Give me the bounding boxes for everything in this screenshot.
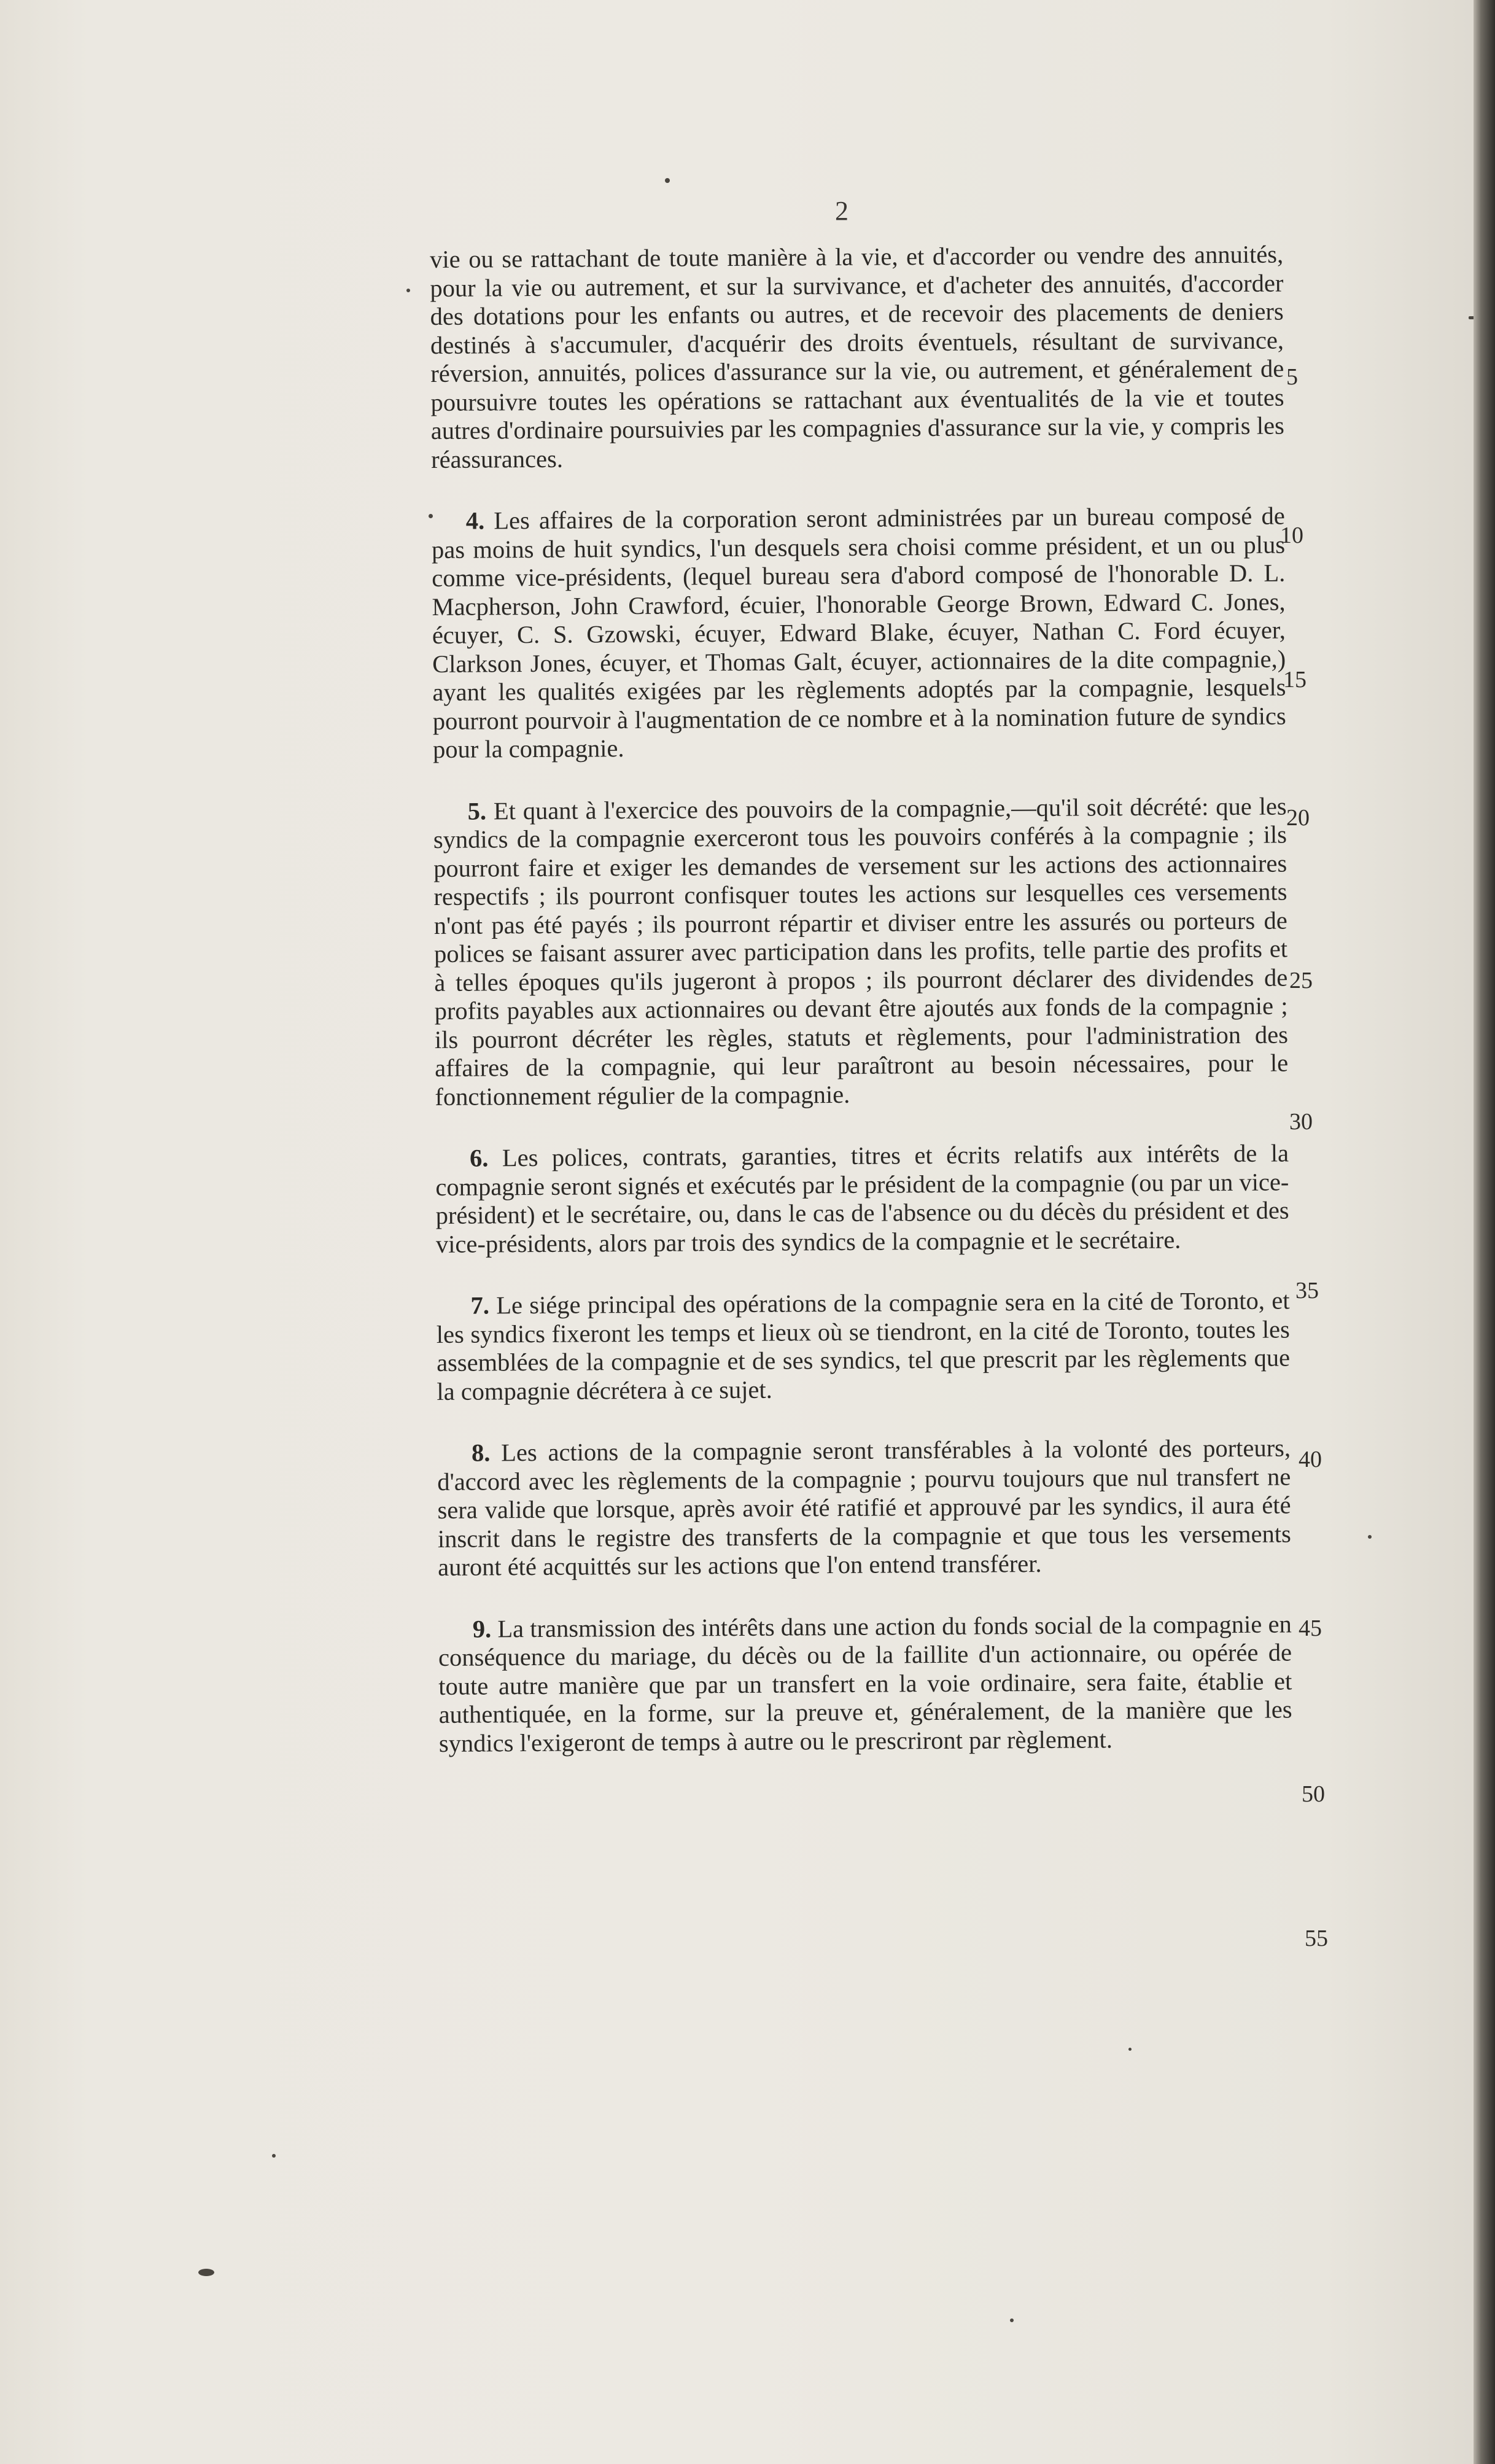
paper-speck — [406, 289, 410, 292]
paragraph-continuation — [430, 241, 1284, 474]
paper-speck — [429, 514, 433, 518]
line-number: 15 — [1283, 667, 1307, 693]
paper-speck — [665, 178, 670, 183]
paper-speck — [1368, 1535, 1372, 1539]
line-number: 55 — [1305, 1926, 1328, 1951]
line-number: 5 — [1286, 364, 1298, 390]
paragraph-text: Le siége principal des opérations de la compagnie sera en la cité de Toronto, et les syndics fixeront les temps et lieux où se tiendront, en la cité de Toronto, toutes les assemblées de la compagnie et de ses syndics, tel que prescrit par les règlements que la compagnie décrétera à ce sujet. — [436, 1286, 1291, 1405]
section-5 — [433, 792, 1288, 1111]
binding-edge — [1474, 0, 1495, 2464]
section-7 — [436, 1286, 1290, 1405]
line-number: 25 — [1289, 968, 1313, 993]
line-number: 40 — [1299, 1447, 1322, 1472]
section-4 — [432, 502, 1287, 764]
line-number: 45 — [1299, 1615, 1322, 1641]
paragraph-text: Les affaires de la corporation seront administrées par un bureau composé de pas moins de huit syndics, l'un desquels sera choisi comme président, et un ou plus comme vice-présidents, (lequel bureau sera d'abord composé de l'honorable D. L. Macpherson, John Crawford, écuier, l'honorable George Brown, Edward C. Jones, écuyer, C. S. Gzowski, écuyer, Edward Blake, écuyer, Nathan C. Ford écuyer, Clarkson Jones, écuyer, et Thomas Galt, écuyer, actionnaires de la dite compagnie,) ayant les qualités exigées par les règlements adoptés par la compagnie, lesquels pourront pourvoir à l'augmentation de ce nombre et à la nomination future de syndics pour la compagnie. — [431, 502, 1286, 763]
section-number: 6. — [469, 1144, 489, 1172]
section-6 — [435, 1139, 1289, 1258]
line-number: 20 — [1286, 805, 1310, 831]
page-number: 2 — [835, 196, 848, 226]
paragraph-text: Les actions de la compagnie seront transférables à la volonté des porteurs, d'accord avec les règlements de la compagnie ; pourvu toujours que nul transfert ne sera valide que lorsque, après avoir été ratifié et approuvé par les syndics, il aura été inscrit dans le registre des transferts de la compagnie et que tous les versements auront été acquittés sur les actions que l'on entend transférer. — [437, 1434, 1291, 1581]
line-number: 50 — [1302, 1781, 1325, 1807]
line-number: 10 — [1280, 523, 1303, 548]
body-text — [430, 241, 1292, 1758]
section-8 — [437, 1434, 1291, 1582]
section-number: 8. — [471, 1439, 491, 1467]
paragraph-text: Les polices, contrats, garanties, titres et écrits relatifs aux intérêts de la compagnie seront signés et exécutés par le président de la compagnie (ou par un vice-président) et le secrétaire, ou, dans le cas de l'absence ou du décès du président et des vice-présidents, alors par trois des syndics de la compagnie et le secrétaire. — [435, 1139, 1289, 1258]
section-number: 5. — [467, 796, 487, 825]
section-9 — [438, 1610, 1292, 1758]
section-number: 9. — [472, 1614, 492, 1643]
paper-speck — [1010, 2318, 1014, 2322]
line-number: 30 — [1289, 1109, 1313, 1135]
paper-speck — [198, 2269, 214, 2276]
section-number: 7. — [470, 1291, 490, 1319]
paragraph-text: Et quant à l'exercice des pouvoirs de la compagnie,—qu'il soit décrété: que les syndics de la compagnie exerceront tous les pouvoirs conférés à la compagnie ; ils pourront faire et exiger les demandes de versement sur les actions des actionnaires respectifs ; ils pourront confisquer toutes les actions sur lesquelles ces versements n'ont pas été payés ; ils pourront répartir et diviser entre les assurés ou porteurs de polices se faisant assurer avec participation dans les profits, telle partie des profits et à telles époques qu'ils jugeront à propos ; ils pourront déclarer des dividendes de profits payables aux actionnaires ou devant être ajoutés aux fonds de la compagnie ; ils pourront décréter les règles, statuts et règlements, pour l'administration des affaires de la compagnie, qui leur paraîtront au besoin nécessaires, pour le fonctionnement régulier de la compagnie. — [433, 791, 1289, 1111]
paper-speck — [1128, 2048, 1132, 2051]
paper-speck — [272, 2154, 276, 2158]
section-number: 4. — [465, 507, 485, 535]
paragraph-text: La transmission des intérêts dans une action du fonds social de la compagnie en conséquence du mariage, du décès ou de la faillite d'un actionnaire, ou opérée de toute autre manière que par un transfert en la voie ordinaire, sera faite, établie et authentiquée, en la forme, sur la preuve et, généralement, de la manière que les syndics l'exigeront de temps à autre ou le prescriront par règlement. — [438, 1609, 1292, 1757]
paragraph-text: vie ou se rattachant de toute manière à la vie, et d'accorder ou vendre des annuités, pour la vie ou autrement, et sur la survivance, et d'acheter des annuités, d'accorder des dotations pour les enfants ou autres, et de recevoir des placements de deniers destinés à s'accumuler, d'acquérir des droits éventuels, résultant de survivance, réversion, annuités, polices d'assurance sur la vie, ou autrement, et généralement de poursuivre toutes les opérations se rattachant aux éventualités de la vie et toutes autres d'ordinaire poursuivies par les compagnies d'assurance sur la vie, y compris les réassurances. — [430, 240, 1284, 473]
line-number: 35 — [1295, 1278, 1319, 1304]
